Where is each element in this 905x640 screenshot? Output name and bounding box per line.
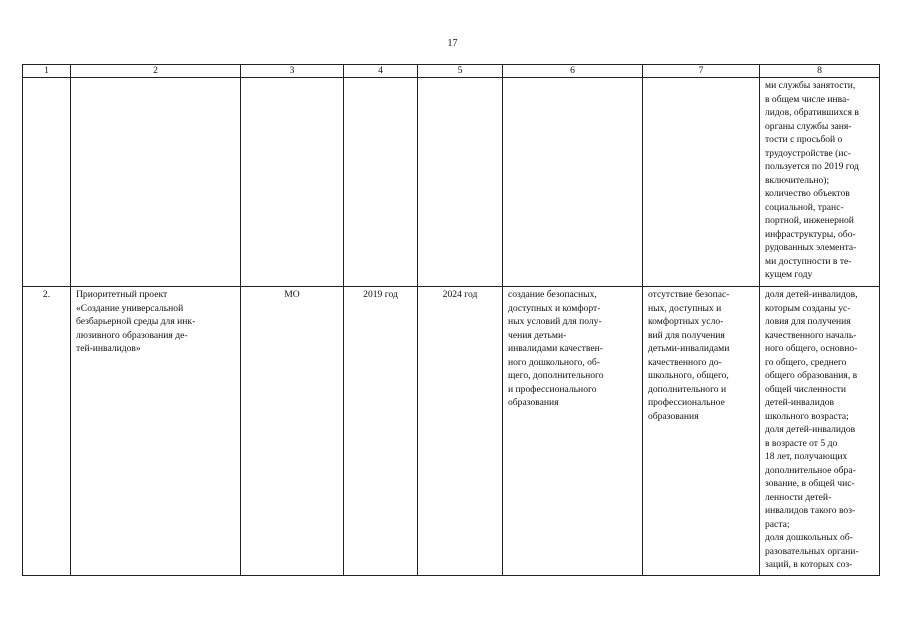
problem-cell: отсутствие безопас- ных, доступных и комфортных усло- вий для получения детьми-инвалидами качественного до- школьного, общего, дополнительного и профессиональное образования — [643, 287, 760, 576]
result-cell: создание безопасных, доступных и комфорт- ных условий для полу- чения детьми- инвалидами качествен- ного дошкольного, об- щего, дополнительного и профессионального образования — [503, 287, 643, 576]
table-row-continuation — [23, 78, 880, 287]
row-number-cell: 2. — [23, 287, 71, 576]
plan-table — [22, 64, 880, 576]
column-number-row — [23, 65, 880, 78]
project-cell: Приоритетный проект «Создание универсальной безбарьерной среды для инк- люзивного образования де- тей-инвалидов» — [71, 287, 241, 576]
start-date-cell — [344, 78, 418, 287]
indicators-cell: доля детей-инвалидов, которым созданы ус- ловия для получения качественного началь- ного общего, основно- го общего, среднего общего образования, в общей численности детей-инвалидов школьного возраста; доля детей-инвалидов в возрасте от 5 до 18 лет, получающих дополнительное обра- зование, в общей чис- ленности детей- инвалидов такого воз- раста; доля дошкольных об- разовательных органи- заций, в которых соз- — [760, 287, 880, 576]
column-header-4: 4 — [344, 65, 418, 78]
column-header-1: 1 — [23, 65, 71, 78]
start-date-cell: 2019 год — [344, 287, 418, 576]
project-cell — [71, 78, 241, 287]
executor-cell: МО — [241, 287, 344, 576]
column-header-5: 5 — [418, 65, 503, 78]
problem-cell — [643, 78, 760, 287]
page-number: 17 — [447, 38, 458, 49]
end-date-cell: 2024 год — [418, 287, 503, 576]
result-cell — [503, 78, 643, 287]
end-date-cell — [418, 78, 503, 287]
column-header-6: 6 — [503, 65, 643, 78]
column-header-8: 8 — [760, 65, 880, 78]
table-row — [23, 287, 880, 576]
row-number-cell — [23, 78, 71, 287]
column-header-3: 3 — [241, 65, 344, 78]
column-header-7: 7 — [643, 65, 760, 78]
executor-cell — [241, 78, 344, 287]
column-header-2: 2 — [71, 65, 241, 78]
indicators-cell: ми службы занятости, в общем числе инва- лидов, обратившихся в органы службы заня- тости с просьбой о трудоустройстве (ис- пользуется по 2019 год включительно); количество объектов социальной, транс- портной, инженерной инфраструктуры, обо- рудованных элемента- ми доступности в те- кущем году — [760, 78, 880, 287]
